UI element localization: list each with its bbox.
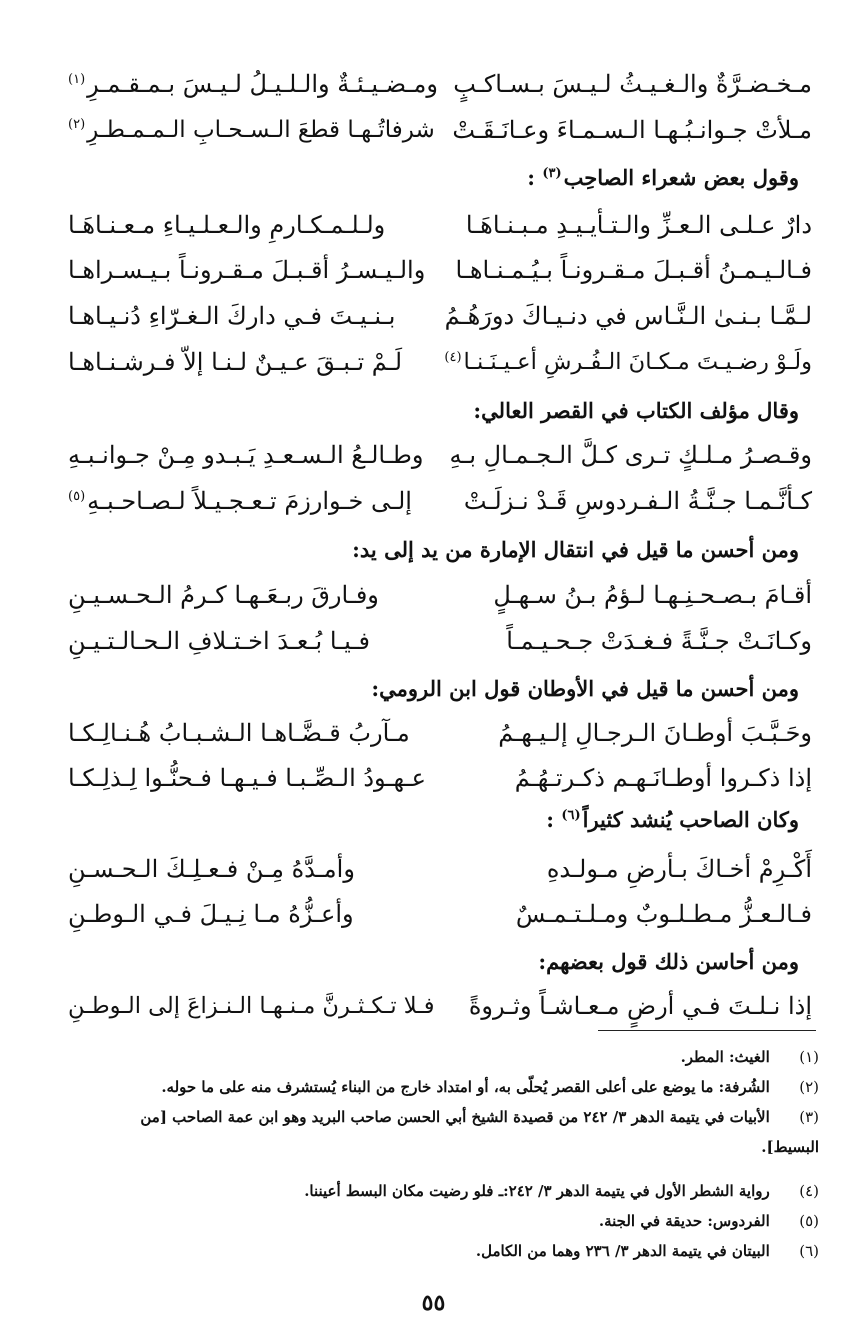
verse-14 xyxy=(68,893,812,935)
footnote-ref-2: (٢) xyxy=(68,117,86,133)
footnote-ref-1: (١) xyxy=(68,72,86,87)
verse-6-second-hemistich: لَـمْ تـبـقَ عـيـنٌ لـنـا إلاّ فـرشـنـاهـا xyxy=(68,348,403,376)
verse-1 xyxy=(68,63,812,105)
verse-14-second-hemistich: وأعـزُّهُ مـا نِـيـلَ فـي الـوطـنِ xyxy=(68,900,354,928)
verse-15 xyxy=(68,985,812,1027)
verse-8 xyxy=(68,480,812,522)
verse-15-first-hemistich: إذا نـلـتَ فـي أرضٍ مـعـاشـاً وثـروةً xyxy=(468,992,812,1020)
verse-1-second-hemistich xyxy=(68,63,438,105)
verse-4 xyxy=(68,249,812,291)
prose-1-text: وقول بعض شعراء الصاحِب xyxy=(563,165,799,190)
page-number: ٥٥ xyxy=(421,1290,446,1316)
prose-intro-1 xyxy=(79,160,799,196)
verse-7-first-hemistich: وقـصـرُ مـلـكٍ تـرى كـلَّ الـجـمـالِ بـهِ xyxy=(449,441,812,469)
footnote-2-text: الشُرفة: ما يوضع على أعلى القصر يُحلّى به، أو امتداد خارج من البناء يُستشرف منه على ما حوله. xyxy=(161,1078,770,1096)
prose-intro-5 xyxy=(79,802,799,838)
verse-8-second-text: إلـى خـوارزمَ تـعـجـيـلاً لـصـاحـبـهِ xyxy=(87,487,412,515)
verse-13-first-hemistich: أَكْـرِمْ أخـاكَ بـأرضِ مـولـدهِ xyxy=(546,855,812,883)
verse-2-second-text: شرفاتُـهـا قطعَ الـسـحـابِ الـمـمـطـرِ xyxy=(87,117,435,143)
verse-9-second-hemistich: وفـارقَ ربـعَـهـا كـرمُ الـحـسـيـنِ xyxy=(68,581,379,609)
footnote-6-text: البيتان في يتيمة الدهر ٣/ ٢٣٦ وهما من الكامل. xyxy=(475,1242,770,1260)
verse-6-first-hemistich xyxy=(444,341,812,383)
verse-10-first-hemistich: وكـانَـتْ جـنَّـةً فـغـدَتْ جـحـيـمـاً xyxy=(506,627,812,655)
verse-2-first-hemistich: مـلأتْ جـوانـبُـهـا الـسـمـاءَ وعـانَـقَـتْ xyxy=(452,116,812,144)
verse-7 xyxy=(68,434,812,476)
footnote-1 xyxy=(49,1044,819,1071)
footnote-6 xyxy=(49,1238,819,1265)
prose-intro-4: ومن أحسن ما قيل في الأوطان قول ابن الرومي: xyxy=(371,676,799,701)
verse-9 xyxy=(68,574,812,616)
verse-8-second-hemistich xyxy=(68,480,412,522)
verse-5-first-hemistich: لـمَّـا بـنـىٰ الـنَّـاس في دنـيـاكَ دورَهُـمُ xyxy=(444,302,812,330)
footnote-3 xyxy=(49,1104,819,1131)
footnote-4-text: رواية الشطر الأول في يتيمة الدهر ٣/ ٢٤٢:ـ فلو رضيت مكان البسط أعيننا. xyxy=(304,1182,770,1200)
verse-7-second-hemistich: وطـالـعُ الـسـعـدِ يَـبـدو مِـنْ جـوانـبـهِ xyxy=(68,441,424,469)
footnote-5-number: (٥) xyxy=(799,1212,819,1230)
verse-9-first-hemistich: أقـامَ بـصـحـنِـهـا لـؤمُ بـنُ سـهـلٍ xyxy=(493,581,812,609)
verse-3-first-hemistich: دارٌ عـلـى الـعـزِّ والـتـأيـيـدِ مـبـنـاهَـا xyxy=(465,211,812,239)
verse-12 xyxy=(68,757,812,799)
footnote-4 xyxy=(49,1178,819,1205)
verse-11-second-hemistich: مـآربُ قـضَّـاهـا الـشـبـابُ هُـنـالِـكـا xyxy=(68,719,410,747)
prose-intro-2: وقال مؤلف الكتاب في القصر العالي: xyxy=(473,398,799,423)
verse-4-second-hemistich: والـيـسـرُ أقـبـلَ مـقـرونـاً بـيـسـراهـا xyxy=(68,256,426,284)
footnote-separator xyxy=(598,1030,816,1031)
verse-13-second-hemistich: وأمـدَّهُ مِـنْ فـعـلِـكَ الـحـسـنِ xyxy=(68,855,355,883)
footnote-ref-6: (٦) xyxy=(561,808,581,823)
verse-2 xyxy=(68,109,812,151)
footnote-6-number: (٦) xyxy=(799,1242,819,1260)
verse-12-first-hemistich: إذا ذكـروا أوطـانَـهـم ذكـرتـهُـمُ xyxy=(514,764,812,792)
footnote-5 xyxy=(49,1208,819,1235)
prose-5-text: وكان الصاحب يُنشد كثيراً xyxy=(582,807,799,832)
footnote-ref-5: (٥) xyxy=(68,489,86,504)
verse-15-second-hemistich: فـلا تـكـثـرنَّ مـنـهـا الـنـزاعَ إلى الـوطـنِ xyxy=(68,993,435,1019)
footnote-2-number: (٢) xyxy=(799,1078,819,1096)
verse-8-first-hemistich: كـأنَّـمـا جـنَّـةُ الـفـردوسِ قَـدْ نـزلَـتْ xyxy=(463,487,812,515)
verse-5 xyxy=(68,295,812,337)
footnote-3-number: (٣) xyxy=(799,1108,819,1126)
verse-10 xyxy=(68,620,812,662)
footnote-3-continuation: البسيط]. xyxy=(761,1138,819,1156)
footnote-3-text: الأبيات في يتيمة الدهر ٣/ ٢٤٢ من قصيدة الشيخ أبي الحسن صاحب البريد وهو ابن عمة الصاحب [من xyxy=(140,1108,770,1126)
footnote-5-text: الفردوس: حديقة في الجنة. xyxy=(598,1212,770,1230)
verse-6-first-text: ولَـوْ رضـيـتَ مـكـانَ الـفُـرشِ أعـيـنَـنـا xyxy=(463,349,812,375)
prose-5-colon: : xyxy=(546,807,555,832)
prose-1-colon: : xyxy=(527,165,535,190)
footnote-1-text: الغيث: المطر. xyxy=(680,1048,770,1066)
prose-intro-3: ومن أحسن ما قيل في انتقال الإمارة من يد إلى يد: xyxy=(352,537,799,562)
verse-1-second-text: ومـضـيـئـةٌ والـلـيـلُ لـيـسَ بـمـقـمـرِ xyxy=(87,70,438,98)
verse-3-second-hemistich: ولـلـمـكـارمِ والـعـلـيـاءِ مـعـنـاهَـا xyxy=(68,211,386,239)
verse-4-first-hemistich: فـالـيـمـنُ أقـبـلَ مـقـرونـاً بـيُـمـنـاهـا xyxy=(455,256,812,284)
verse-13 xyxy=(68,848,812,890)
verse-5-second-hemistich: بـنـيـتَ فـي داركَ الـغـرّاءِ دُنـيـاهـا xyxy=(68,302,396,330)
verse-12-second-hemistich: عـهـودُ الـصِّـبـا فـيـهـا فـحنُّـوا لِـذلِـكـا xyxy=(68,764,426,792)
verse-14-first-hemistich: فـالـعـزُّ مـطـلـوبٌ ومـلـتـمـسٌ xyxy=(515,900,812,928)
verse-11-first-hemistich: وحَـبَّـبَ أوطـانَ الـرجـالِ إلـيـهـمُ xyxy=(498,719,812,747)
verse-6 xyxy=(68,341,812,383)
prose-intro-6: ومن أحاسن ذلك قول بعضهم: xyxy=(538,949,799,974)
verse-2-second-hemistich xyxy=(68,109,435,151)
footnote-1-number: (١) xyxy=(799,1048,819,1066)
verse-10-second-hemistich: فـيـا بُـعـدَ اخـتـلافِ الـحـالـتـيـنِ xyxy=(68,627,370,655)
footnote-2 xyxy=(49,1074,819,1101)
footnote-4-number: (٤) xyxy=(799,1182,819,1200)
footnote-ref-3: (٣) xyxy=(542,166,562,181)
verse-11 xyxy=(68,712,812,754)
footnote-ref-4: (٤) xyxy=(444,349,462,365)
verse-3 xyxy=(68,204,812,246)
verse-1-first-hemistich: مـخـضـرَّةٌ والـغـيـثُ لـيـسَ بـسـاكـبٍ xyxy=(453,70,812,98)
